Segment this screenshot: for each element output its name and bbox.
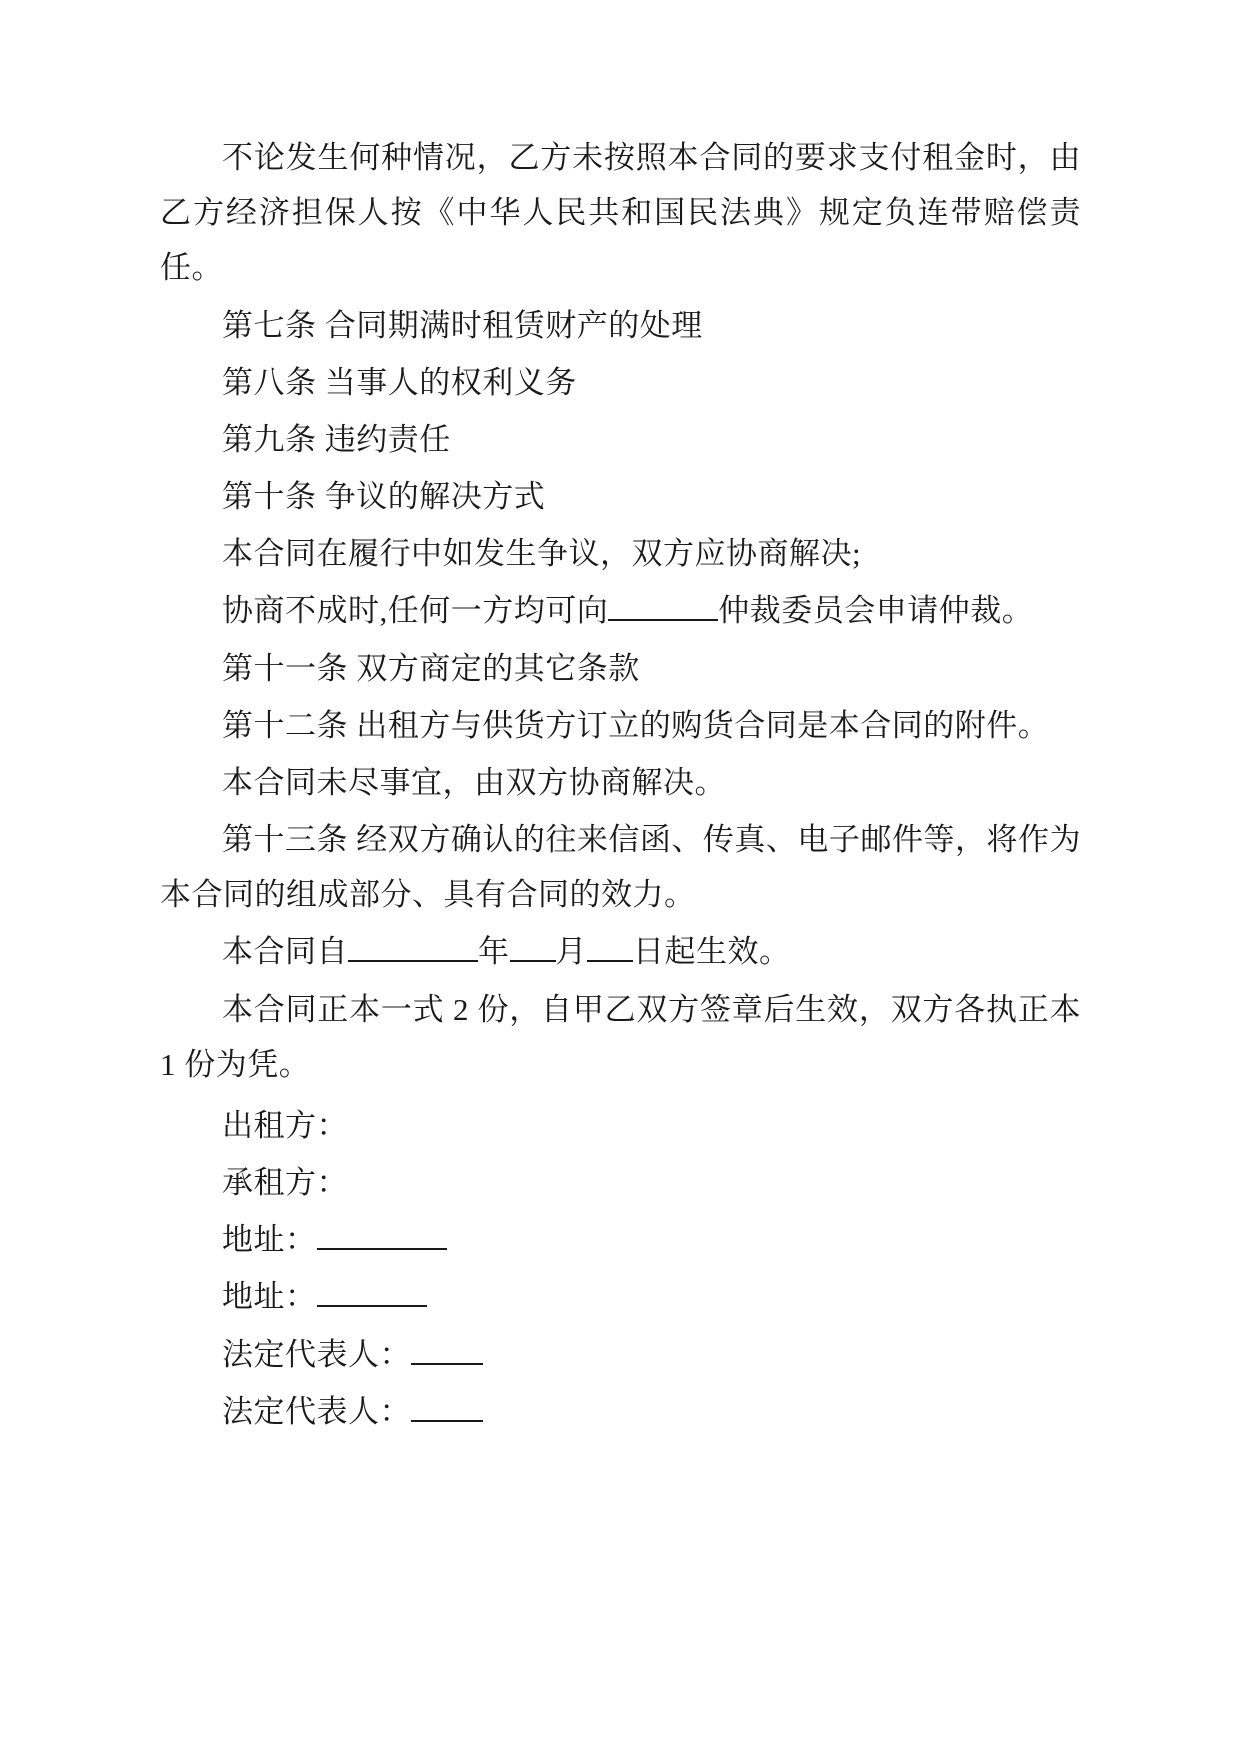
clause-eight: 第八条 当事人的权利义务 (222, 364, 577, 400)
lessor-address-label: 地址： (222, 1222, 317, 1258)
lessee-legal-rep-label: 法定代表人： (222, 1393, 411, 1429)
lessor-legal-rep-line (160, 1327, 1081, 1382)
signature-block (160, 1098, 1081, 1439)
clause-twelve: 第十二条 出租方与供货方订立的购货合同是本合同的附件。 (222, 707, 1050, 743)
lessee-address-line (160, 1269, 1081, 1324)
lessor-label: 出租方： (222, 1107, 348, 1143)
effective-year-blank[interactable] (348, 960, 478, 962)
dispute-negotiation-text: 本合同在履行中如发生争议，双方应协商解决; (222, 536, 862, 572)
effective-month-blank[interactable] (510, 960, 556, 962)
effective-day-blank[interactable] (587, 960, 633, 962)
arbitration-suffix: 仲裁委员会申请仲裁。 (718, 593, 1034, 629)
effective-day-label: 日起生效。 (633, 934, 791, 970)
lessor-legal-rep-blank[interactable] (411, 1363, 483, 1365)
clause-nine: 第九条 违约责任 (222, 421, 451, 457)
clause-seven: 第七条 合同期满时租赁财产的处理 (222, 307, 703, 343)
effective-date-text (160, 924, 1081, 979)
clause-ten: 第十条 争议的解决方式 (222, 479, 546, 515)
arbitration-commission-blank[interactable] (608, 619, 718, 621)
lessee-legal-rep-blank[interactable] (411, 1420, 483, 1422)
effective-month-label: 月 (555, 934, 587, 970)
unsettled-matters-text: 本合同未尽事宜，由双方协商解决。 (222, 764, 726, 800)
lessor-address-blank[interactable] (317, 1248, 447, 1250)
arbitration-prefix: 协商不成时,任何一方均可向 (222, 593, 609, 629)
lessee-address-label: 地址： (222, 1279, 317, 1315)
effective-prefix: 本合同自 (222, 934, 348, 970)
document-body (160, 130, 1081, 1439)
lessor-legal-rep-label: 法定代表人： (222, 1336, 411, 1372)
lessee-legal-rep-line (160, 1384, 1081, 1439)
lessor-line (160, 1098, 1081, 1153)
lessee-label: 承租方： (222, 1165, 348, 1201)
lessee-line (160, 1155, 1081, 1210)
clause-thirteen: 第十三条 经双方确认的往来信函、传真、电子邮件等，将作为本合同的组成部分、具有合同的效力。 (160, 822, 1081, 913)
arbitration-text (160, 583, 1081, 638)
lessor-address-line (160, 1212, 1081, 1267)
clause-eleven: 第十一条 双方商定的其它条款 (222, 650, 640, 686)
effective-year-label: 年 (478, 934, 510, 970)
copies-statement: 本合同正本一式 2 份，自甲乙双方签章后生效，双方各执正本 1 份为凭。 (160, 991, 1081, 1082)
paragraph-guarantee: 不论发生何种情况，乙方未按照本合同的要求支付租金时，由乙方经济担保人按《中华人民共和国民法典》规定负连带赔偿责任。 (160, 140, 1081, 286)
lessee-address-blank[interactable] (317, 1305, 427, 1307)
